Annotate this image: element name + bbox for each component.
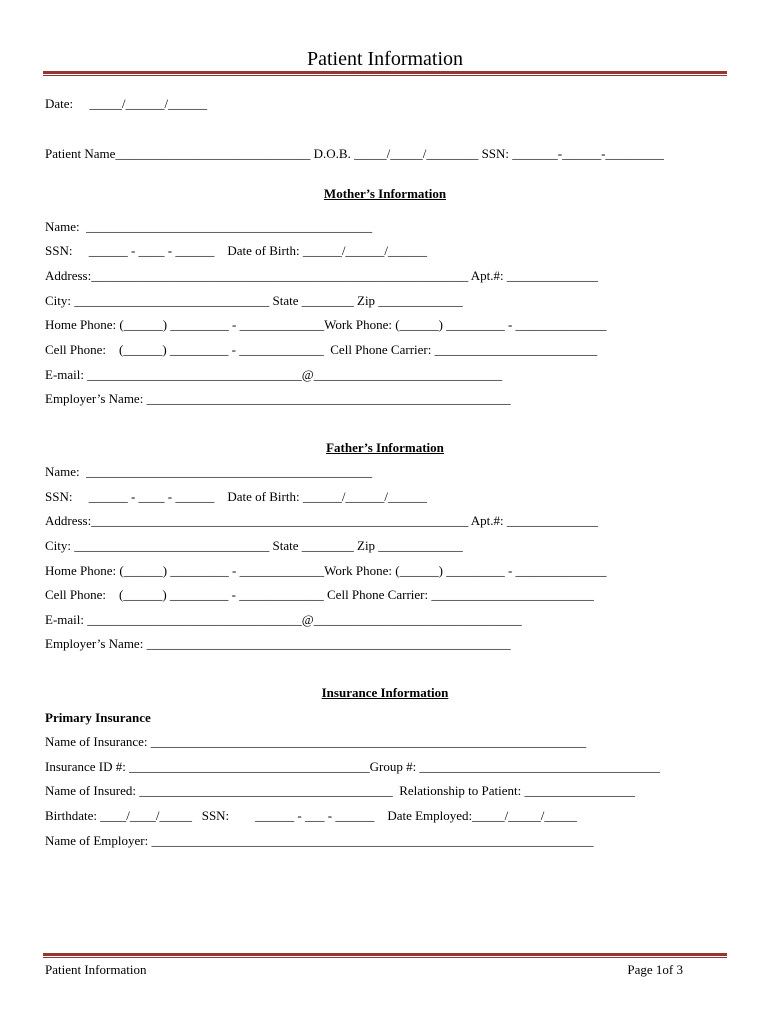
- father-home-phone-line[interactable]: Home Phone: (______) _________ - _____________Work Phone: (______) _________ - ______________: [45, 563, 607, 578]
- insurance-information-heading: Insurance Information: [321, 685, 449, 700]
- insurance-name-line[interactable]: Name of Insurance: ___________________________________________________________________: [45, 734, 587, 749]
- employer-name-line[interactable]: Name of Employer: ____________________________________________________________________: [45, 833, 594, 848]
- father-city-line[interactable]: City: ______________________________ State ________ Zip _____________: [45, 538, 463, 553]
- fathers-information-heading: Father’s Information: [326, 440, 444, 455]
- father-email-line[interactable]: E-mail: _________________________________@________________________________: [45, 612, 522, 627]
- father-ssn-line[interactable]: SSN: ______ - ____ - ______ Date of Birth: ______/______/______: [45, 489, 428, 504]
- mother-ssn-line[interactable]: SSN: ______ - ____ - ______ Date of Birth: ______/______/______: [45, 243, 428, 258]
- mother-email-line[interactable]: E-mail: _________________________________@_____________________________: [45, 367, 503, 382]
- mothers-information-heading: Mother’s Information: [323, 186, 447, 201]
- footer-page-number: Page 1of 3: [627, 962, 683, 977]
- insured-birthdate-line[interactable]: Birthdate: ____/____/_____ SSN: ______ - ___ - ______ Date Employed:_____/_____/_____: [45, 808, 577, 823]
- father-name-line[interactable]: Name: ____________________________________________: [45, 464, 373, 479]
- father-employer-line[interactable]: Employer’s Name: ________________________________________________________: [45, 636, 511, 651]
- mother-city-line[interactable]: City: ______________________________ State ________ Zip _____________: [45, 293, 463, 308]
- mother-name-line[interactable]: Name: ____________________________________________: [45, 219, 373, 234]
- header-divider: [43, 71, 727, 77]
- mother-home-phone-line[interactable]: Home Phone: (______) _________ - _____________Work Phone: (______) _________ - ______________: [45, 317, 607, 332]
- insurance-id-line[interactable]: Insurance ID #: _____________________________________Group #: _____________________________________: [45, 759, 660, 774]
- footer-document-title: Patient Information: [45, 962, 147, 977]
- patient-name-line[interactable]: Patient Name______________________________ D.O.B. _____/_____/________ SSN: _______-______-_________: [45, 146, 664, 161]
- date-field-line[interactable]: Date: _____/______/______: [45, 96, 208, 111]
- page-title: Patient Information: [306, 48, 464, 70]
- mother-cell-phone-line[interactable]: Cell Phone: (______) _________ - _____________ Cell Phone Carrier: _________________________: [45, 342, 598, 357]
- primary-insurance-subheading: Primary Insurance: [45, 710, 151, 725]
- father-address-line[interactable]: Address:__________________________________________________________ Apt.#: ______________: [45, 513, 598, 528]
- mother-address-line[interactable]: Address:__________________________________________________________ Apt.#: ______________: [45, 268, 598, 283]
- mother-employer-line[interactable]: Employer’s Name: ________________________________________________________: [45, 391, 511, 406]
- footer-divider: [43, 953, 727, 959]
- father-cell-phone-line[interactable]: Cell Phone: (______) _________ - _____________ Cell Phone Carrier: _________________________: [45, 587, 594, 602]
- insured-name-line[interactable]: Name of Insured: _______________________________________ Relationship to Patient: _________________: [45, 783, 636, 798]
